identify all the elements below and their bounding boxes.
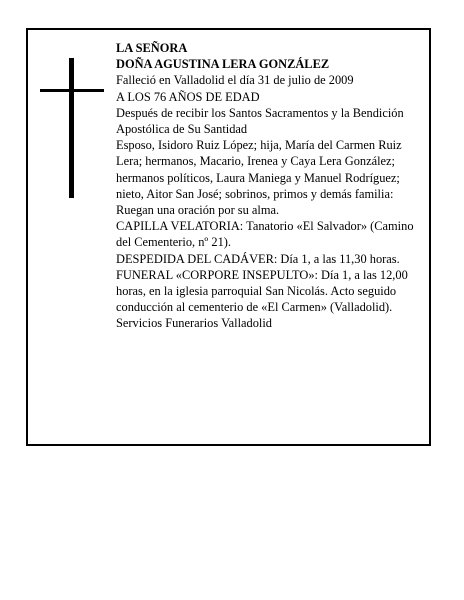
obituary-notice bbox=[26, 28, 431, 446]
heading-title: LA SEÑORA bbox=[116, 41, 188, 55]
family-list: Esposo, Isidoro Ruiz López; hija, María del Carmen Ruiz Lera; hermanos, Macario, Irenea y Caya Lera González; hermanos políticos, Laura Maniega y Manuel Rodríguez; nieto, Aitor San José; sobrinos, primos y demás familia: bbox=[116, 138, 402, 201]
cross-icon-bar bbox=[40, 89, 104, 92]
age-line: A LOS 76 AÑOS DE EDAD bbox=[116, 89, 260, 104]
death-line: Falleció en Valladolid el día 31 de julio de 2009 bbox=[116, 73, 354, 88]
deceased-name: DOÑA AGUSTINA LERA GONZÁLEZ bbox=[116, 57, 330, 72]
funeral-line: FUNERAL «CORPORE INSEPULTO»: Día 1, a las 12,00 horas, en la iglesia parroquial San Nicolás. Acto seguido conducción al cementerio de «El Carmen» (Valladolid). bbox=[116, 267, 408, 315]
prayer-line: Ruegan una oración por su alma. bbox=[116, 203, 280, 218]
sacraments-line: Después de recibir los Santos Sacramentos y la Bendición Apostólica de Su Santidad bbox=[116, 105, 404, 137]
farewell-line: DESPEDIDA DEL CADÁVER: Día 1, a las 11,30 horas. bbox=[116, 251, 400, 266]
obituary-text bbox=[116, 40, 416, 332]
chapel-line: CAPILLA VELATORIA: Tanatorio «El Salvador» (Camino del Cementerio, nº 21). bbox=[116, 219, 414, 250]
cross-icon bbox=[69, 58, 74, 198]
services-line: Servicios Funerarios Valladolid bbox=[116, 316, 273, 331]
